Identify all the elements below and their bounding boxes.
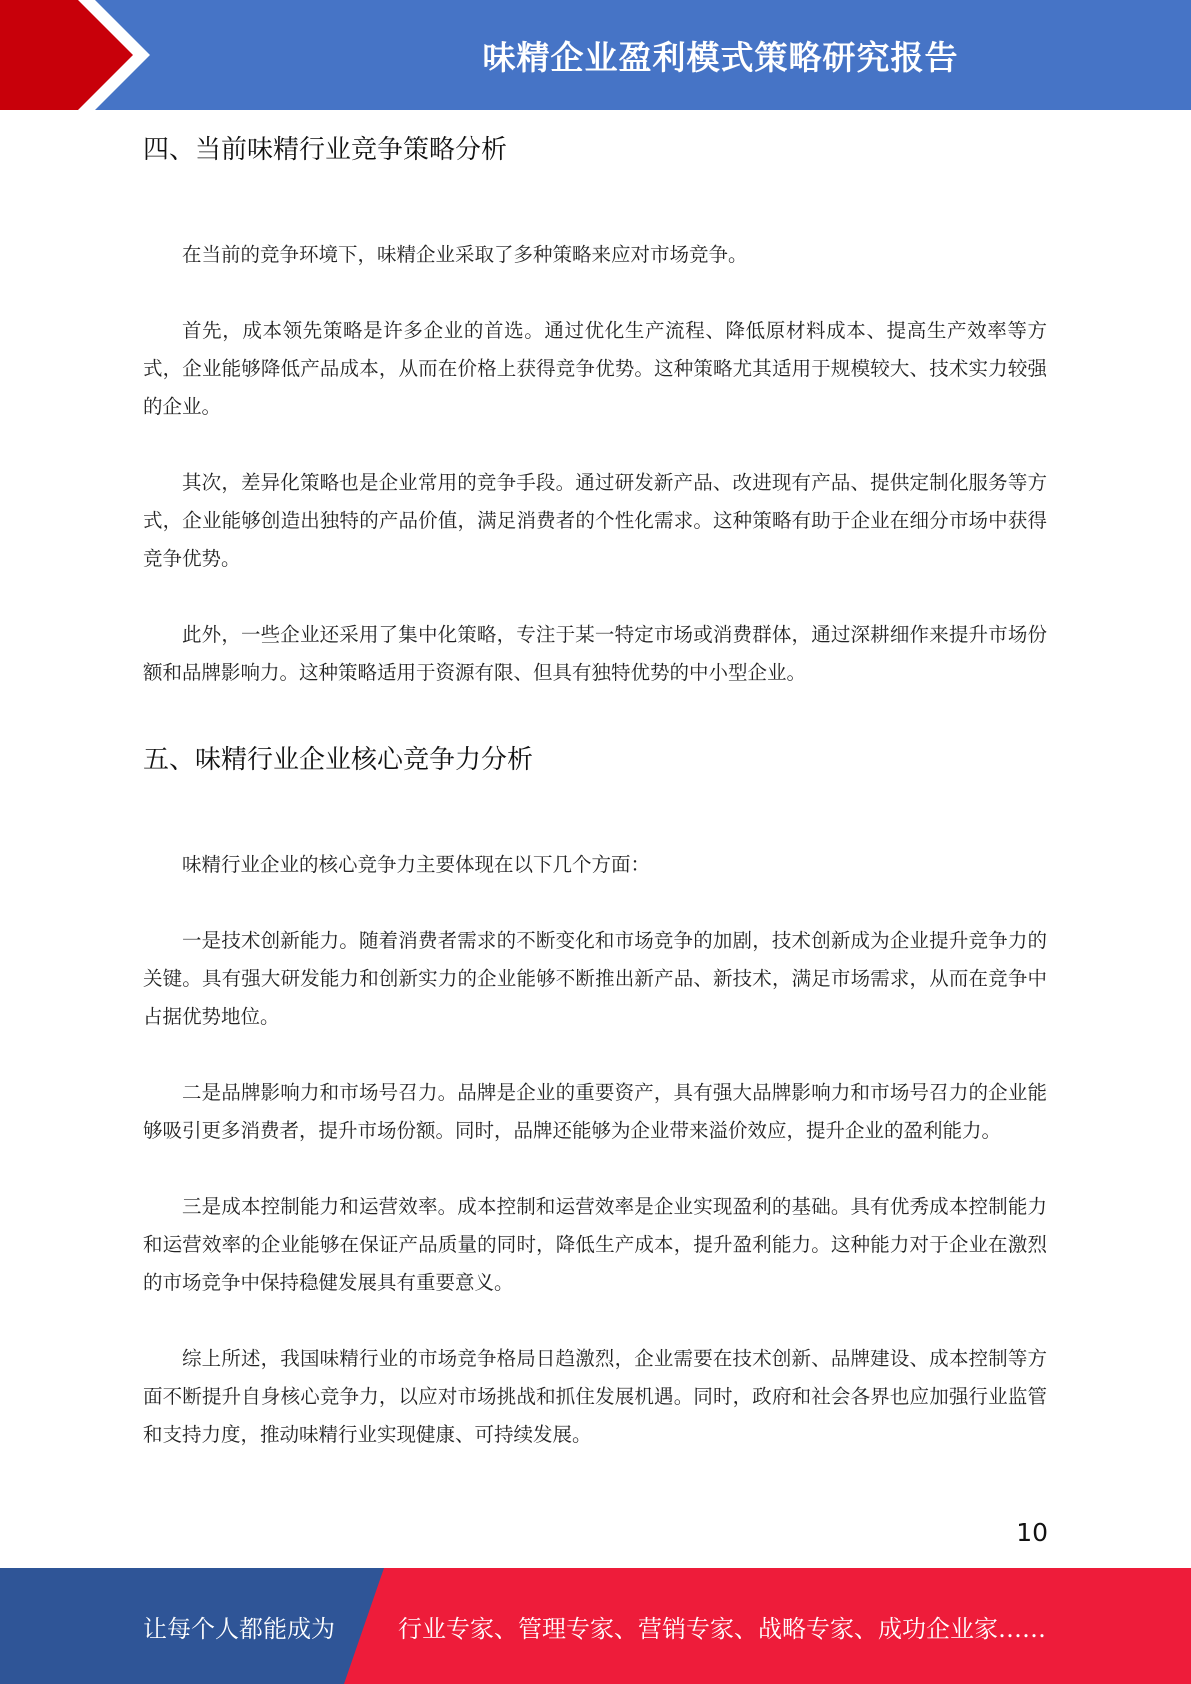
paragraph: 在当前的竞争环境下，味精企业采取了多种策略来应对市场竞争。: [182, 243, 748, 266]
paragraph: 首先，成本领先策略是许多企业的首选。通过优化生产流程、降低原材料成本、提高生产效率等方式，企业能够降低产品成本，从而在价格上获得竞争优势。这种策略尤其适用于规模较大、技术实力较强的企业。: [143, 319, 1047, 418]
paragraph: 此外，一些企业还采用了集中化策略，专注于某一特定市场或消费群体，通过深耕细作来提升市场份额和品牌影响力。这种策略适用于资源有限、但具有独特优势的中小型企业。: [143, 623, 1047, 684]
paragraph: 二是品牌影响力和市场号召力。品牌是企业的重要资产，具有强大品牌影响力和市场号召力的企业能够吸引更多消费者，提升市场份额。同时，品牌还能够为企业带来溢价效应，提升企业的盈利能力。: [143, 1081, 1047, 1142]
paragraph: 味精行业企业的核心竞争力主要体现在以下几个方面：: [182, 853, 651, 876]
paragraph: 一是技术创新能力。随着消费者需求的不断变化和市场竞争的加剧，技术创新成为企业提升竞争力的关键。具有强大研发能力和创新实力的企业能够不断推出新产品、新技术，满足市场需求，从而在竞争中占据优势地位。: [143, 929, 1047, 1028]
page-content: [143, 130, 1047, 1454]
page-number: 10: [1016, 1518, 1048, 1547]
header-arrow-decoration: [0, 0, 160, 110]
paragraph: 其次，差异化策略也是企业常用的竞争手段。通过研发新产品、改进现有产品、提供定制化服务等方式，企业能够创造出独特的产品价值，满足消费者的个性化需求。这种策略有助于企业在细分市场中获得竞争优势。: [143, 471, 1047, 570]
page-footer: [0, 1568, 1191, 1684]
section-heading: 四、当前味精行业竞争策略分析: [143, 135, 508, 165]
footer-slogan-right: 行业专家、管理专家、营销专家、战略专家、成功企业家……: [398, 1614, 1046, 1643]
page-header: [0, 0, 1191, 110]
report-title: 味精企业盈利模式策略研究报告: [482, 37, 959, 77]
paragraph: 综上所述，我国味精行业的市场竞争格局日趋激烈，企业需要在技术创新、品牌建设、成本控制等方面不断提升自身核心竞争力，以应对市场挑战和抓住发展机遇。同时，政府和社会各界也应加强行业监管和支持力度，推动味精行业实现健康、可持续发展。: [143, 1347, 1047, 1446]
footer-slogan-left: 让每个人都能成为: [143, 1614, 335, 1643]
paragraph: 三是成本控制能力和运营效率。成本控制和运营效率是企业实现盈利的基础。具有优秀成本控制能力和运营效率的企业能够在保证产品质量的同时，降低生产成本，提升盈利能力。这种能力对于企业在激烈的市场竞争中保持稳健发展具有重要意义。: [143, 1195, 1047, 1294]
section-heading: 五、味精行业企业核心竞争力分析: [143, 745, 534, 775]
